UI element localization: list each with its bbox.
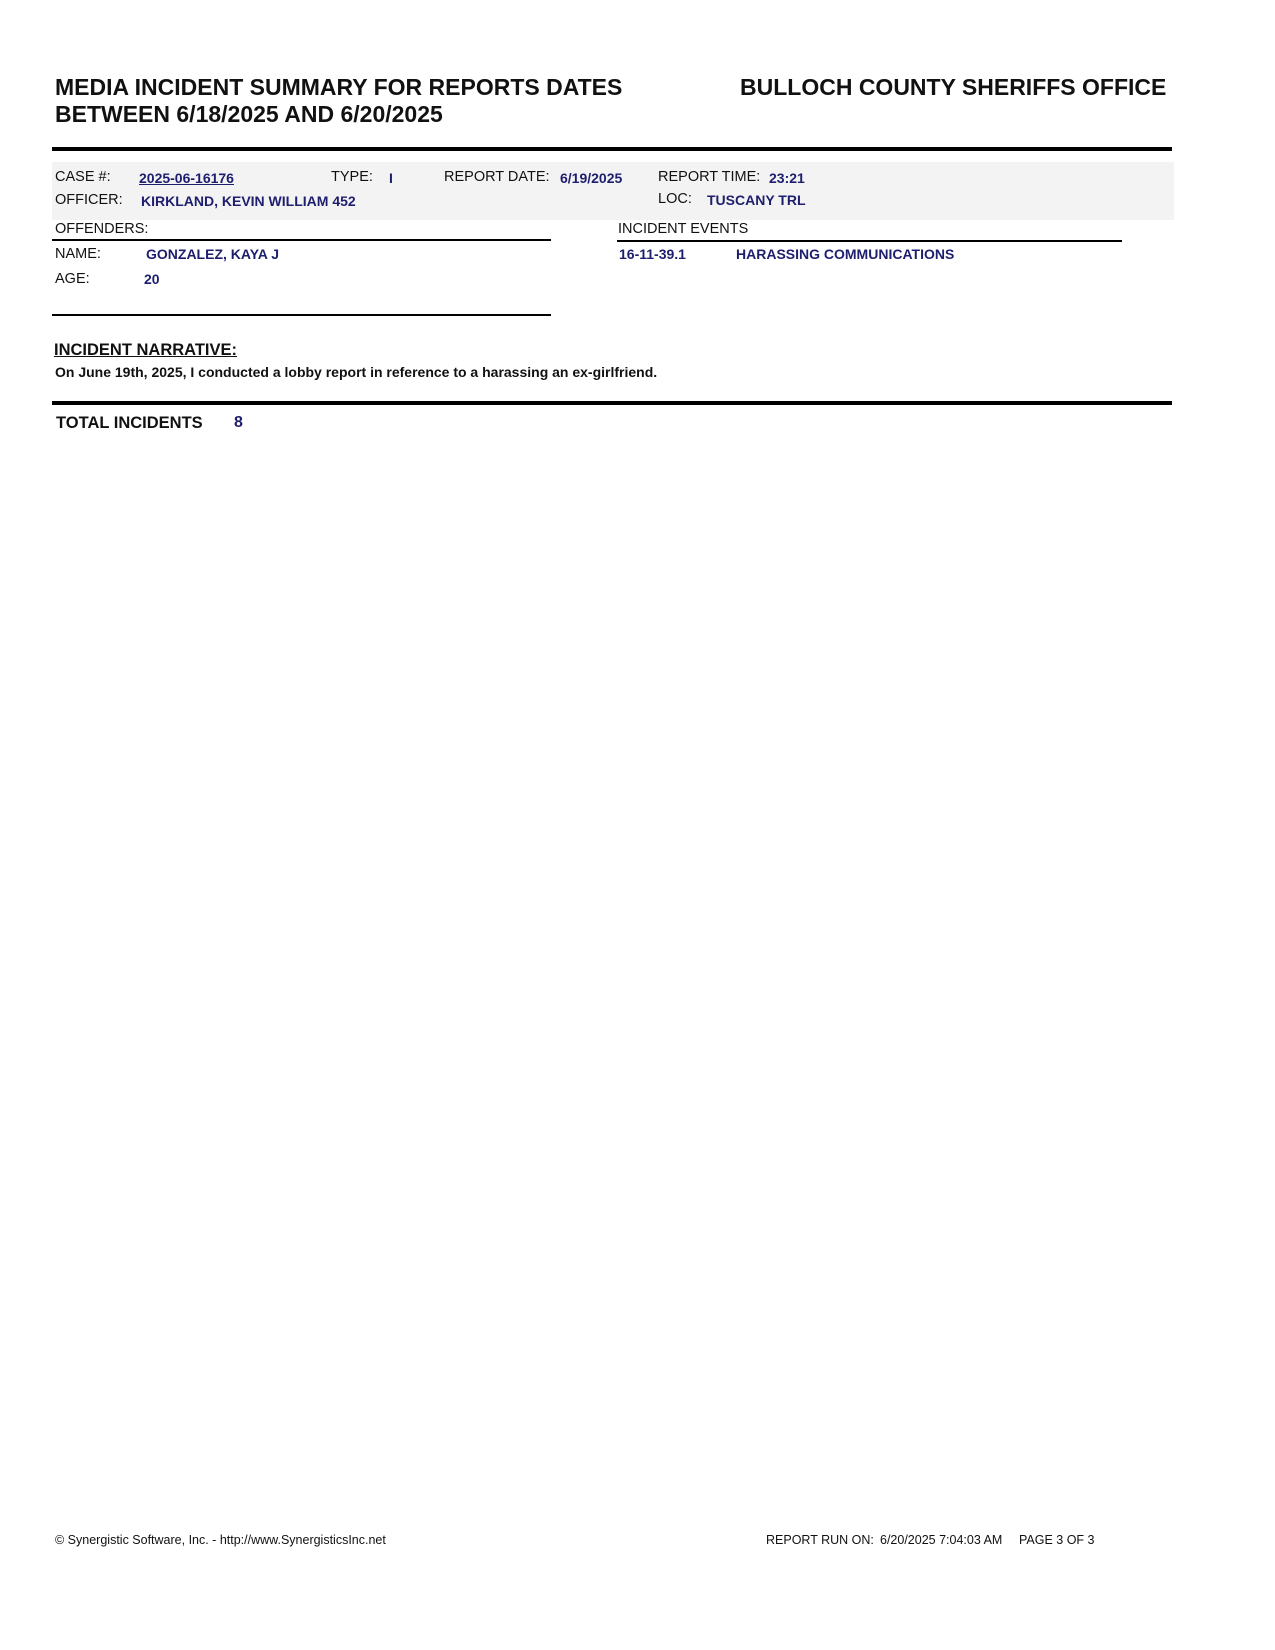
header-divider (52, 147, 1172, 151)
incident-event-description: HARASSING COMMUNICATIONS (736, 246, 955, 262)
offenders-bottom-rule (52, 314, 551, 316)
offenders-underline (52, 239, 551, 241)
footer-copyright: © Synergistic Software, Inc. - http://www.SynergisticsInc.net (55, 1533, 386, 1547)
case-number-link[interactable]: 2025-06-16176 (139, 170, 234, 186)
officer-label: OFFICER: (55, 192, 123, 208)
footer-run-on-value: 6/20/2025 7:04:03 AM (880, 1533, 1003, 1547)
offender-age-value: 20 (144, 271, 160, 287)
report-title-line1: MEDIA INCIDENT SUMMARY FOR REPORTS DATES (55, 74, 623, 100)
offender-age-label: AGE: (55, 271, 90, 287)
narrative-divider (52, 401, 1172, 405)
footer-page-number: PAGE 3 OF 3 (1019, 1533, 1095, 1547)
agency-name: BULLOCH COUNTY SHERIFFS OFFICE (740, 74, 1167, 100)
report-date-value: 6/19/2025 (560, 170, 623, 186)
report-time-label: REPORT TIME: (658, 169, 761, 185)
case-number-label: CASE #: (55, 169, 111, 185)
report-title-line2: BETWEEN 6/18/2025 AND 6/20/2025 (55, 101, 443, 127)
footer-run-on-label: REPORT RUN ON: (766, 1533, 874, 1547)
location-value: TUSCANY TRL (707, 192, 806, 208)
offender-name-label: NAME: (55, 246, 101, 262)
location-label: LOC: (658, 191, 692, 207)
report-time-value: 23:21 (769, 170, 805, 186)
type-label: TYPE: (331, 169, 373, 185)
total-incidents-value: 8 (234, 414, 243, 431)
offender-name-value: GONZALEZ, KAYA J (146, 246, 280, 262)
report-date-label: REPORT DATE: (444, 169, 550, 185)
incident-events-heading: INCIDENT EVENTS (618, 221, 749, 237)
total-incidents-label: TOTAL INCIDENTS (56, 414, 203, 432)
offenders-heading: OFFENDERS: (55, 221, 149, 237)
type-value: I (389, 170, 393, 186)
narrative-text: On June 19th, 2025, I conducted a lobby report in reference to a harassing an ex-girlfriend. (55, 364, 658, 380)
officer-value: KIRKLAND, KEVIN WILLIAM 452 (141, 193, 356, 209)
incident-event-code: 16-11-39.1 (619, 246, 686, 262)
incident-events-underline (617, 240, 1122, 242)
narrative-heading: INCIDENT NARRATIVE: (54, 341, 238, 359)
